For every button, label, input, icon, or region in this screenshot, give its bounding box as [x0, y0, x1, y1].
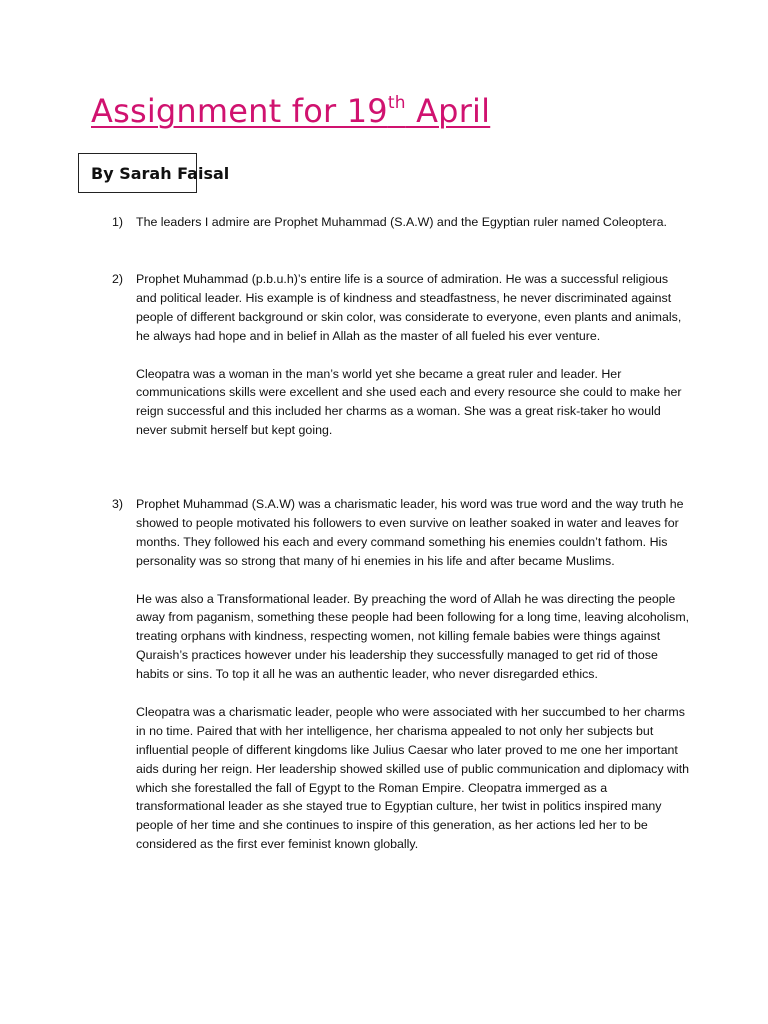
- paragraph: Cleopatra was a charismatic leader, people who were associated with her succumbed to her charms in no time. Paired that with her intelligence, her charisma appealed to not only her subjects but influential people of different kingdoms like Julius Caesar who later proved to me one her important aids during her reign. Her leadership showed skilled use of public communication and diplomacy with which she forestalled the fall of Egypt to the Roman Empire. Cleopatra immerged as a transformational leader as she stayed true to Egyptian culture, her twist in politics inspired many people of her time and she continues to inspire of this generation, as her actions led her to be considered as the first ever feminist known globally.: [136, 704, 690, 852]
- author-name: By Sarah Faisal: [91, 164, 230, 183]
- document-title: [91, 92, 490, 130]
- title-end: April: [405, 92, 491, 130]
- item-body: [136, 495, 692, 854]
- paragraph: Prophet Muhammad (p.b.u.h)’s entire life is a source of admiration. He was a successful religious and political leader. His example is of kindness and steadfastness, he never discriminated against people of different background or skin color, was considerate to everyone, even plants and animals, he always had hope and in belief in Allah as the master of all fueled his ever venture.: [136, 272, 682, 343]
- item-number: 1): [112, 215, 124, 229]
- paragraph: Prophet Muhammad (S.A.W) was a charismatic leader, his word was true word and the way truth he showed to people motivated his followers to even survive on leather soaked in water and leaves for months. They followed his each and every command something his enemies couldn’t fathom. His personality was so strong that many of hi enemies in his life and after became Muslims.: [136, 497, 684, 568]
- paragraph: He was also a Transformational leader. By preaching the word of Allah he was directing the people away from paganism, something these people had been following for a long time, leaving alcoholism, treating orphans with kindness, respecting women, not killing female babies were things against Quraish’s practices however under his leadership they successfully managed to get rid of those habits or sins. To top it all he was an authentic leader, who never disregarded ethics.: [136, 591, 690, 682]
- item-body: [136, 213, 692, 232]
- paragraph: The leaders I admire are Prophet Muhammad (S.A.W) and the Egyptian ruler named Coleoptera.: [136, 215, 667, 229]
- list-item-1: [112, 213, 692, 232]
- item-number: 3): [112, 497, 124, 511]
- item-number: 2): [112, 272, 124, 286]
- title-superscript: th: [387, 93, 406, 113]
- title-main: Assignment for 19: [91, 92, 388, 130]
- paragraph: Cleopatra was a woman in the man’s world yet she became a great ruler and leader. Her communications skills were excellent and she used each and every resource she could to make her reign successful and this included her charms as a woman. She was a great risk-taker ho would never submit herself but kept going.: [136, 366, 682, 438]
- item-body: [136, 270, 692, 440]
- list-item-2: [112, 270, 692, 440]
- list-item-3: [112, 495, 692, 854]
